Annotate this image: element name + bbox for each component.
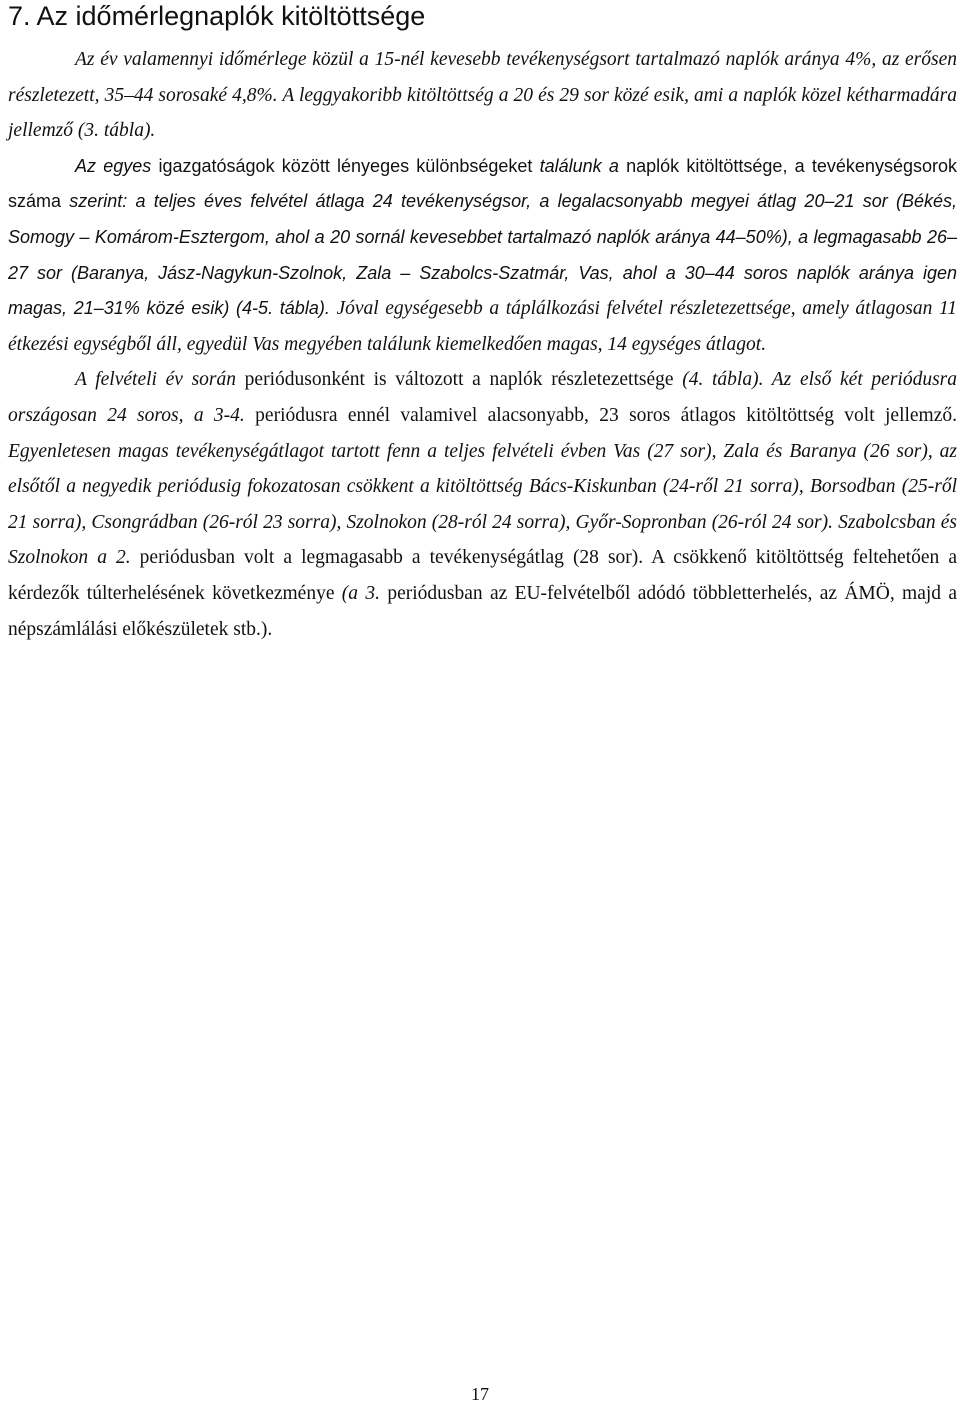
paragraph-3: [8, 362, 957, 647]
paragraph-3-part-7: (a 3.: [334, 582, 380, 604]
section-heading: 7. Az időmérlegnaplók kitöltöttsége: [8, 1, 426, 31]
paragraph-2: [8, 149, 957, 363]
paragraph-2-part-2: igazgatóságok között lényeges különbségeket: [151, 155, 540, 176]
paragraph-3-part-8: periódusban az EU-felvételből adódó többletterhelés, az ÁMÖ, majd a népszámlálási előkészületek stb.).: [8, 582, 957, 640]
paragraph-2-part-6: Jóval egységesebb a táplálkozási felvétel részletezettsége, amely átlagosan 11 étkezési egységből áll, egyedül Vas megyében találunk kiemelkedően magas, 14 egységes átlagot.: [8, 298, 957, 355]
paragraph-2-part-1: Az egyes: [75, 155, 152, 176]
paragraph-3-part-5: Egyenletesen magas tevékenységátlagot tartott fenn a teljes felvételi évben Vas (27 sor), Zala és Baranya (26 sor), az elsőtől a negyedik periódusig fokozatosan csökkent a kitöltöttség Bács-Kiskunban (24-ről 21 sorra), Borsodban (25-ről 21 sorra), Csongrádban (26-ról 23 sorra), Szolnokon (28-ról 24 sorra), Győr-Sopronban (26-ról 24 sor). Szabolcsban és Szolnokon a 2.: [8, 440, 957, 569]
paragraph-1: [8, 42, 957, 149]
paragraph-2-part-3: találunk a: [539, 155, 619, 176]
paragraph-2-part-5: szerint: a teljes éves felvétel átlaga 24 tevékenységsor, a legalacsonyabb megyei átlag 20–21 sor (Békés, Somogy – Komárom-Esztergom, ahol a 20 sornál kevesebbet tartalmazó naplók aránya 44–50%), a legmagasabb 26–27 sor (Baranya, Jász-Nagykun-Szolnok, Zala – Szabolcs-Szatmár, Vas, ahol a 30–44 soros naplók aránya igen magas, 21–31% közé esik) (4-5. tábla).: [8, 191, 957, 319]
paragraph-2-part-4: naplók kitöltöttsége, a tevékenységsorok száma: [8, 155, 957, 212]
paragraph-3-part-3: (4. tábla). Az első két periódusra országosan 24 soros, a 3-4.: [8, 369, 958, 426]
paragraph-1-sentence-1: Az év valamennyi időmérlege közül a 15-nél kevesebb tevékenységsort tartalmazó naplók aránya 4%, az erősen részletezett, 35–44 sorosaké 4,8%. A leggyakoribb kitöltöttség a 20 és 29 sor közé esik, ami a naplók közel kétharmadára jellemző (3. tábla).: [8, 49, 957, 142]
paragraph-3-part-1: A felvételi év során: [75, 369, 237, 391]
paragraph-3-part-6: periódusban volt a legmagasabb a tevékenységátlag (28 sor). A csökkenő kitöltöttség feltehetően a kérdezők túlterhelésének következménye: [8, 547, 957, 604]
page-number: 17: [471, 1384, 489, 1404]
paragraph-3-part-2: periódusonként is változott a naplók részletezettsége: [236, 369, 683, 391]
body-text: [8, 42, 957, 647]
paragraph-3-part-4: periódusra ennél valamivel alacsonyabb, 23 soros átlagos kitöltöttség volt jellemző.: [244, 404, 958, 426]
